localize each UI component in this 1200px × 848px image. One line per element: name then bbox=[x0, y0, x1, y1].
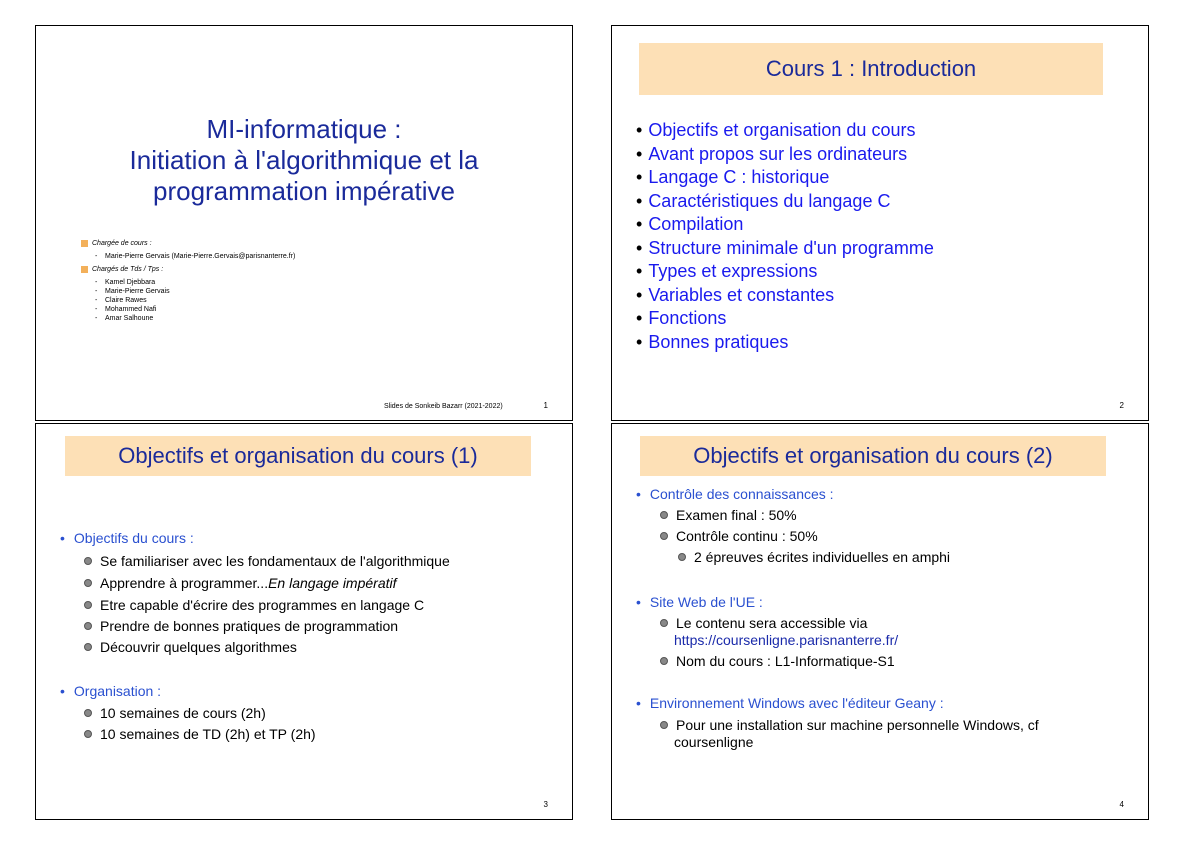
slide2-outline bbox=[636, 119, 934, 354]
list-item bbox=[84, 639, 297, 655]
bullet-icon bbox=[678, 553, 686, 561]
charges-td-list bbox=[81, 278, 295, 323]
list-item: • Fonctions bbox=[636, 307, 934, 331]
bullet-icon bbox=[84, 730, 92, 738]
list-item bbox=[84, 618, 398, 634]
slide1-credit: Slides de Sonkeib Bazarr (2021-2022) bbox=[384, 403, 503, 410]
slide1-title-line: Initiation à l'algorithmique et la bbox=[129, 145, 479, 175]
bullet-icon bbox=[84, 579, 92, 587]
bullet-icon bbox=[660, 511, 668, 519]
list-item-text: Pour une installation sur machine personnelle Windows, cf bbox=[676, 717, 1039, 733]
list-item-text: Se familiariser avec les fondamentaux de l'algorithmique bbox=[100, 553, 450, 569]
list-item bbox=[660, 615, 867, 631]
list-item: • Structure minimale d'un programme bbox=[636, 237, 934, 261]
objectifs-heading: • Objectifs du cours : bbox=[60, 530, 194, 546]
list-item bbox=[660, 653, 895, 669]
bullet-icon bbox=[84, 557, 92, 565]
list-item: • Caractéristiques du langage C bbox=[636, 190, 934, 214]
list-item: - Marie-Pierre Gervais bbox=[95, 287, 295, 296]
charges-td-label: Chargés de Tds / Tps : bbox=[92, 266, 164, 273]
charges-td-heading bbox=[81, 265, 295, 274]
list-item: - Claire Rawes bbox=[95, 296, 295, 305]
charge-cours-list bbox=[81, 252, 295, 261]
bullet-icon bbox=[660, 721, 668, 729]
list-item: • Objectifs et organisation du cours bbox=[636, 119, 934, 143]
charge-cours-label: Chargée de cours : bbox=[92, 240, 152, 247]
slide4-title: Objectifs et organisation du cours (2) bbox=[640, 436, 1106, 476]
slide-2 bbox=[611, 25, 1149, 421]
list-item: • Variables et constantes bbox=[636, 284, 934, 308]
list-item bbox=[84, 705, 266, 721]
slide1-staff bbox=[81, 239, 295, 327]
slide1-title-line: programmation impérative bbox=[152, 176, 455, 206]
list-item: - Kamel Djebbara bbox=[95, 278, 295, 287]
slide-3 bbox=[35, 423, 573, 820]
slide-4 bbox=[611, 423, 1149, 820]
list-item bbox=[660, 507, 797, 523]
page-number: 3 bbox=[543, 800, 548, 809]
list-item-text: Apprendre à programmer... bbox=[100, 575, 269, 591]
slide2-title: Cours 1 : Introduction bbox=[639, 43, 1103, 95]
list-item bbox=[84, 726, 316, 742]
bullet-icon bbox=[84, 601, 92, 609]
list-item: • Avant propos sur les ordinateurs bbox=[636, 143, 934, 167]
list-item: • Types et expressions bbox=[636, 260, 934, 284]
bullet-icon bbox=[660, 532, 668, 540]
list-item bbox=[660, 717, 1039, 733]
list-item-text: 10 semaines de cours (2h) bbox=[100, 705, 266, 721]
list-item: • Compilation bbox=[636, 213, 934, 237]
list-item-text: Le contenu sera accessible via bbox=[676, 615, 868, 631]
orange-square-icon bbox=[81, 266, 88, 273]
charge-cours-heading bbox=[81, 239, 295, 248]
slide1-title-line: MI-informatique : bbox=[206, 114, 402, 144]
bullet-icon bbox=[84, 622, 92, 630]
page-number: 4 bbox=[1119, 800, 1124, 809]
list-item bbox=[678, 549, 950, 565]
list-item-text: Etre capable d'écrire des programmes en langage C bbox=[100, 597, 425, 613]
list-item-text: 2 épreuves écrites individuelles en amphi bbox=[694, 549, 951, 565]
organisation-heading: • Organisation : bbox=[60, 683, 161, 699]
slide3-title: Objectifs et organisation du cours (1) bbox=[65, 436, 531, 476]
list-item-text: 10 semaines de TD (2h) et TP (2h) bbox=[100, 726, 316, 742]
list-item bbox=[660, 528, 818, 544]
list-item: - Marie-Pierre Gervais (Marie-Pierre.Gervais@parisnanterre.fr) bbox=[95, 252, 295, 261]
list-item: - Mohammed Nafi bbox=[95, 305, 295, 314]
list-item bbox=[84, 575, 397, 591]
slide-1 bbox=[35, 25, 573, 421]
list-item bbox=[84, 597, 424, 613]
controle-heading: • Contrôle des connaissances : bbox=[636, 486, 834, 502]
list-item-text: Examen final : 50% bbox=[676, 507, 797, 523]
bullet-icon bbox=[84, 643, 92, 651]
list-item-text: Découvrir quelques algorithmes bbox=[100, 639, 297, 655]
page-number: 2 bbox=[1119, 401, 1124, 410]
env-heading: • Environnement Windows avec l'éditeur Geany : bbox=[636, 695, 944, 711]
bullet-icon bbox=[660, 657, 668, 665]
list-item-text: Nom du cours : L1-Informatique-S1 bbox=[676, 653, 895, 669]
site-heading: • Site Web de l'UE : bbox=[636, 594, 763, 610]
slide1-title bbox=[36, 114, 572, 207]
list-item-continuation: coursenligne bbox=[674, 734, 754, 750]
page-number: 1 bbox=[543, 401, 548, 410]
list-item: • Langage C : historique bbox=[636, 166, 934, 190]
list-item: - Amar Salhoune bbox=[95, 314, 295, 323]
bullet-icon bbox=[84, 709, 92, 717]
list-item-text: Prendre de bonnes pratiques de programmation bbox=[100, 618, 399, 634]
list-item-text: Contrôle continu : 50% bbox=[676, 528, 818, 544]
orange-square-icon bbox=[81, 240, 88, 247]
course-site-link[interactable]: https://coursenligne.parisnanterre.fr/ bbox=[674, 632, 899, 648]
italic-emphasis: En langage impératif bbox=[268, 575, 397, 591]
bullet-icon bbox=[660, 619, 668, 627]
list-item bbox=[84, 553, 450, 569]
list-item: • Bonnes pratiques bbox=[636, 331, 934, 355]
